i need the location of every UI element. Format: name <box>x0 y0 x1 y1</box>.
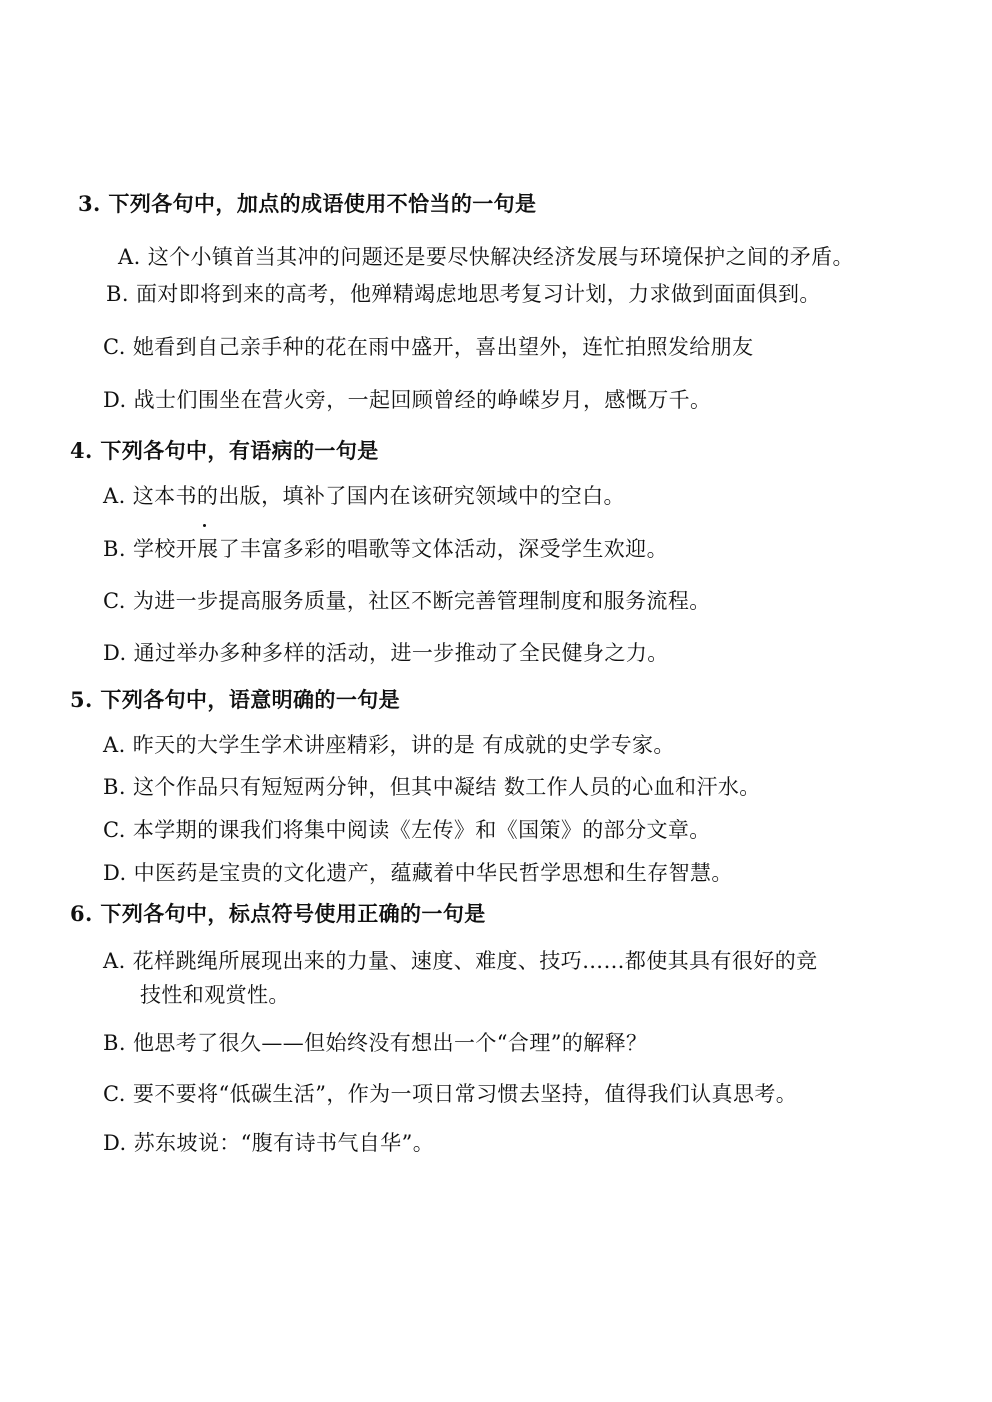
question-5-option-c: C. 本学期的课我们将集中阅读《左传》和《国策》的部分文章。 <box>103 818 711 842</box>
question-3-option-a: A. 这个小镇首当其冲的问题还是要尽快解决经济发展与环境保护之间的矛盾。 <box>118 245 854 269</box>
question-3-option-d: D. 战士们围坐在营火旁，一起回顾曾经的峥嵘岁月，感慨万千。 <box>103 388 712 412</box>
question-4-option-a: A. 这本书的出版，填补了国内在该研究领域中的空白。 <box>103 484 625 508</box>
question-6-option-a: A. 花样跳绳所展现出来的力量、速度、难度、技巧……都使其具有很好的竞 <box>103 949 818 973</box>
question-3-option-c: C. 她看到自己亲手种的花在雨中盛开，喜出望外，连忙拍照发给朋友 <box>103 335 754 359</box>
question-5-option-a: A. 昨天的大学生学术讲座精彩，讲的是 有成就的史学专家。 <box>103 733 675 757</box>
question-4-option-b: B. 学校开展了丰富多彩的唱歌等文体活动，深受学生欢迎。 <box>103 537 668 561</box>
question-4-stem: 4. 下列各句中，有语病的一句是 <box>70 438 379 463</box>
question-6-option-c: C. 要不要将“低碳生活”，作为一项日常习惯去坚持，值得我们认真思考。 <box>103 1082 798 1106</box>
question-6-stem: 6. 下列各句中，标点符号使用正确的一句是 <box>70 901 486 926</box>
question-6-option-b: B. 他思考了很久——但始终没有想出一个“合理”的解释？ <box>103 1031 648 1055</box>
emphasis-dot <box>203 524 206 527</box>
question-4-option-c: C. 为进一步提高服务质量，社区不断完善管理制度和服务流程。 <box>103 589 711 613</box>
question-5-option-d: D. 中医药是宝贵的文化遗产，蕴藏着中华民哲学思想和生存智慧。 <box>103 861 733 885</box>
question-6-option-a-continued: 技性和观赏性。 <box>140 983 290 1007</box>
question-4-option-d: D. 通过举办多种多样的活动，进一步推动了全民健身之力。 <box>103 641 669 665</box>
question-3-option-b: B. 面对即将到来的高考，他殚精竭虑地思考复习计划，力求做到面面俱到。 <box>106 282 821 306</box>
question-3-stem: 3. 下列各句中，加点的成语使用不恰当的一句是 <box>78 191 537 216</box>
question-5-option-b: B. 这个作品只有短短两分钟，但其中凝结 数工作人员的心血和汗水。 <box>103 775 761 799</box>
question-6-option-d: D. 苏东坡说：“腹有诗书气自华”。 <box>103 1131 435 1155</box>
question-5-stem: 5. 下列各句中，语意明确的一句是 <box>70 687 401 712</box>
